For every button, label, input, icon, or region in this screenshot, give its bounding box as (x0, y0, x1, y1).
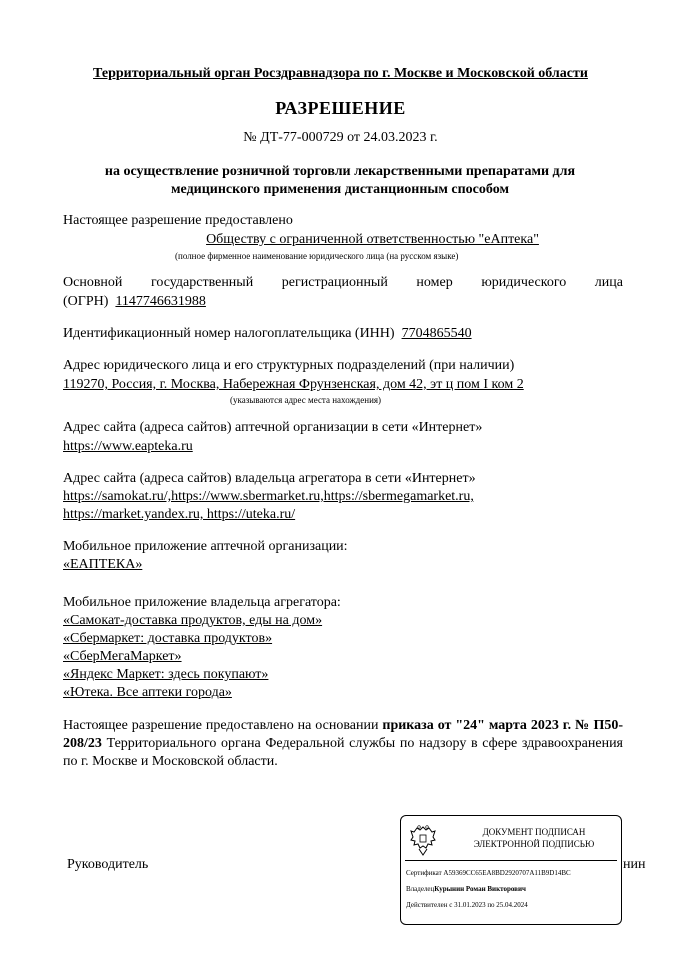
aggregator-app-item: «Яндекс Маркет: здесь покупают» (63, 667, 269, 682)
basis-paragraph (63, 717, 623, 771)
stamp-divider (405, 860, 617, 861)
stamp-certificate-label: Сертификат (406, 869, 442, 877)
ogrn-value: 1147746631988 (115, 294, 206, 309)
pharmacy-site-label: Адрес сайта (адреса сайтов) аптечной организации в сети «Интернет» (63, 420, 483, 435)
address-value: 119270, Россия, г. Москва, Набережная Фрунзенская, дом 42, эт ц пом I ком 2 (63, 377, 524, 392)
document-title: РАЗРЕШЕНИЕ (275, 98, 406, 118)
permit-purpose: на осуществление розничной торговли лекарственными препаратами для медицинского применения дистанционным способом (104, 164, 576, 197)
aggregator-app-label: Мобильное приложение владельца агрегатора: (63, 595, 341, 610)
inn-value: 7704865540 (401, 326, 472, 341)
double-headed-eagle-icon (409, 824, 437, 858)
pharmacy-site-link[interactable]: https://www.eapteka.ru (63, 439, 193, 454)
electronic-signature-stamp (400, 815, 622, 925)
stamp-title (449, 826, 619, 850)
aggregator-app-item: «Самокат-доставка продуктов, еды на дом» (63, 613, 323, 628)
basis-text-start: Настоящее разрешение предоставлено на основании (63, 718, 383, 733)
aggregator-app-item: «Сбермаркет: доставка продуктов» (63, 631, 273, 646)
ogrn-label-abbr: (ОГРН) (63, 294, 109, 309)
permit-number: № ДТ-77-000729 от 24.03.2023 г. (243, 130, 438, 145)
stamp-title-line-1: ДОКУМЕНТ ПОДПИСАН (482, 827, 586, 837)
ogrn-label: Основной государственный регистрационный номер юридического лица (63, 275, 623, 290)
basis-order-date: приказа от "24" марта 2023 г. (382, 718, 572, 733)
granted-to-label: Настоящее разрешение предоставлено (63, 213, 293, 228)
aggregator-site-links-2[interactable]: https://market.yandex.ru, https://uteka.ru/ (63, 507, 296, 522)
stamp-owner-value: Курынин Роман Викторович (434, 885, 526, 893)
company-name: Обществу с ограниченной ответственностью "еАптека" (206, 232, 539, 247)
stamp-owner-row (406, 885, 526, 893)
address-label: Адрес юридического лица и его структурных подразделений (при наличии) (63, 358, 515, 373)
signer-name-fragment: нин (623, 857, 646, 872)
aggregator-app-item: «Ютека. Все аптеки города» (63, 685, 232, 700)
ogrn-row (63, 294, 206, 310)
address-caption: (указываются адрес места нахождения) (230, 395, 382, 405)
company-name-caption: (полное фирменное наименование юридического лица (на русском языке) (175, 251, 459, 261)
stamp-validity-label: Действителен с (406, 901, 453, 909)
basis-text-end: Территориального органа Федеральной службы по надзору в сфере здравоохранения по г. Москве и Московской области. (63, 736, 623, 769)
pharmacy-app-value: «ЕАПТЕКА» (63, 557, 143, 572)
stamp-validity-value: 31.01.2023 по 25.04.2024 (454, 901, 528, 909)
signer-position: Руководитель (67, 857, 149, 872)
inn-row (63, 326, 472, 342)
aggregator-app-item: «СберМегаМаркет» (63, 649, 182, 664)
stamp-validity-row (406, 901, 528, 909)
stamp-certificate-value: A59369CC65EA8BD2920707A11B9D14BC (443, 869, 571, 877)
issuing-authority-header: Территориальный орган Росздравнадзора по г. Москве и Московской области (93, 66, 588, 81)
inn-label: Идентификационный номер налогоплательщика (ИНН) (63, 326, 395, 341)
pharmacy-app-label: Мобильное приложение аптечной организации: (63, 539, 348, 554)
stamp-title-line-2: ЭЛЕКТРОННОЙ ПОДПИСЬЮ (473, 839, 595, 849)
aggregator-site-links-1[interactable]: https://samokat.ru/,https://www.sbermarket.ru,https://sbermegamarket.ru, (63, 489, 474, 504)
basis-order-number: № П50-208/23 (63, 718, 624, 751)
aggregator-site-label: Адрес сайта (адреса сайтов) владельца агрегатора в сети «Интернет» (63, 471, 476, 486)
stamp-owner-label: Владелец (406, 885, 435, 893)
stamp-certificate-row (406, 869, 571, 877)
